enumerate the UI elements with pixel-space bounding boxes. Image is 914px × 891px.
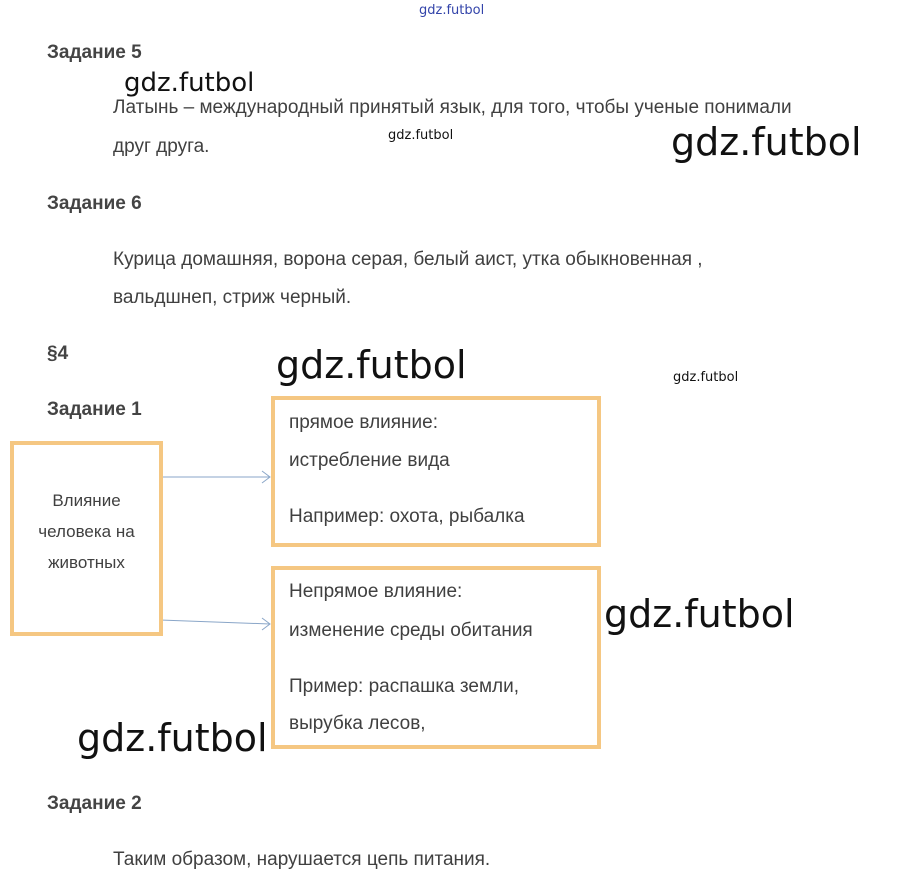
watermark-after-task5: gdz.futbol <box>124 68 255 98</box>
direct-line3: Например: охота, рыбалка <box>289 506 525 527</box>
indirect-influence-box <box>271 566 601 749</box>
watermark-mid-small: gdz.futbol <box>388 128 454 143</box>
task5-line1: Латынь – международный принятый язык, для того, чтобы ученые понимали <box>113 97 792 118</box>
indirect-line1: Непрямое влияние: <box>289 581 463 602</box>
task6-line1: Курица домашняя, ворона серая, белый аист, утка обыкновенная , <box>113 249 703 270</box>
watermark-section-big: gdz.futbol <box>276 343 467 387</box>
source-line2: человека на <box>38 522 135 541</box>
source-box-text <box>14 485 159 578</box>
task6-line2: вальдшнеп, стриж черный. <box>113 287 352 308</box>
task2-heading: Задание 2 <box>47 793 142 814</box>
task5-heading: Задание 5 <box>47 42 142 63</box>
direct-line2: истребление вида <box>289 450 450 471</box>
source-line1: Влияние <box>52 491 121 510</box>
section-label: §4 <box>47 343 69 364</box>
direct-influence-box <box>271 396 601 547</box>
watermark-top: gdz.futbol <box>419 3 485 18</box>
task6-heading: Задание 6 <box>47 193 142 214</box>
task2-line1: Таким образом, нарушается цепь питания. <box>113 849 491 870</box>
direct-line1: прямое влияние: <box>289 412 439 433</box>
watermark-diagram-left: gdz.futbol <box>77 716 268 760</box>
source-box <box>10 441 163 636</box>
watermark-big-right: gdz.futbol <box>671 120 862 164</box>
watermark-diagram-right: gdz.futbol <box>604 592 795 636</box>
task1-heading: Задание 1 <box>47 399 142 420</box>
watermark-section-small: gdz.futbol <box>673 370 739 385</box>
arrow-to-indirect <box>160 620 270 624</box>
task5-line2: друг друга. <box>113 136 210 157</box>
source-line3: животных <box>48 553 125 572</box>
indirect-line3: Пример: распашка земли, <box>289 676 520 697</box>
indirect-line2: изменение среды обитания <box>289 620 533 641</box>
indirect-line4: вырубка лесов, <box>289 713 426 734</box>
